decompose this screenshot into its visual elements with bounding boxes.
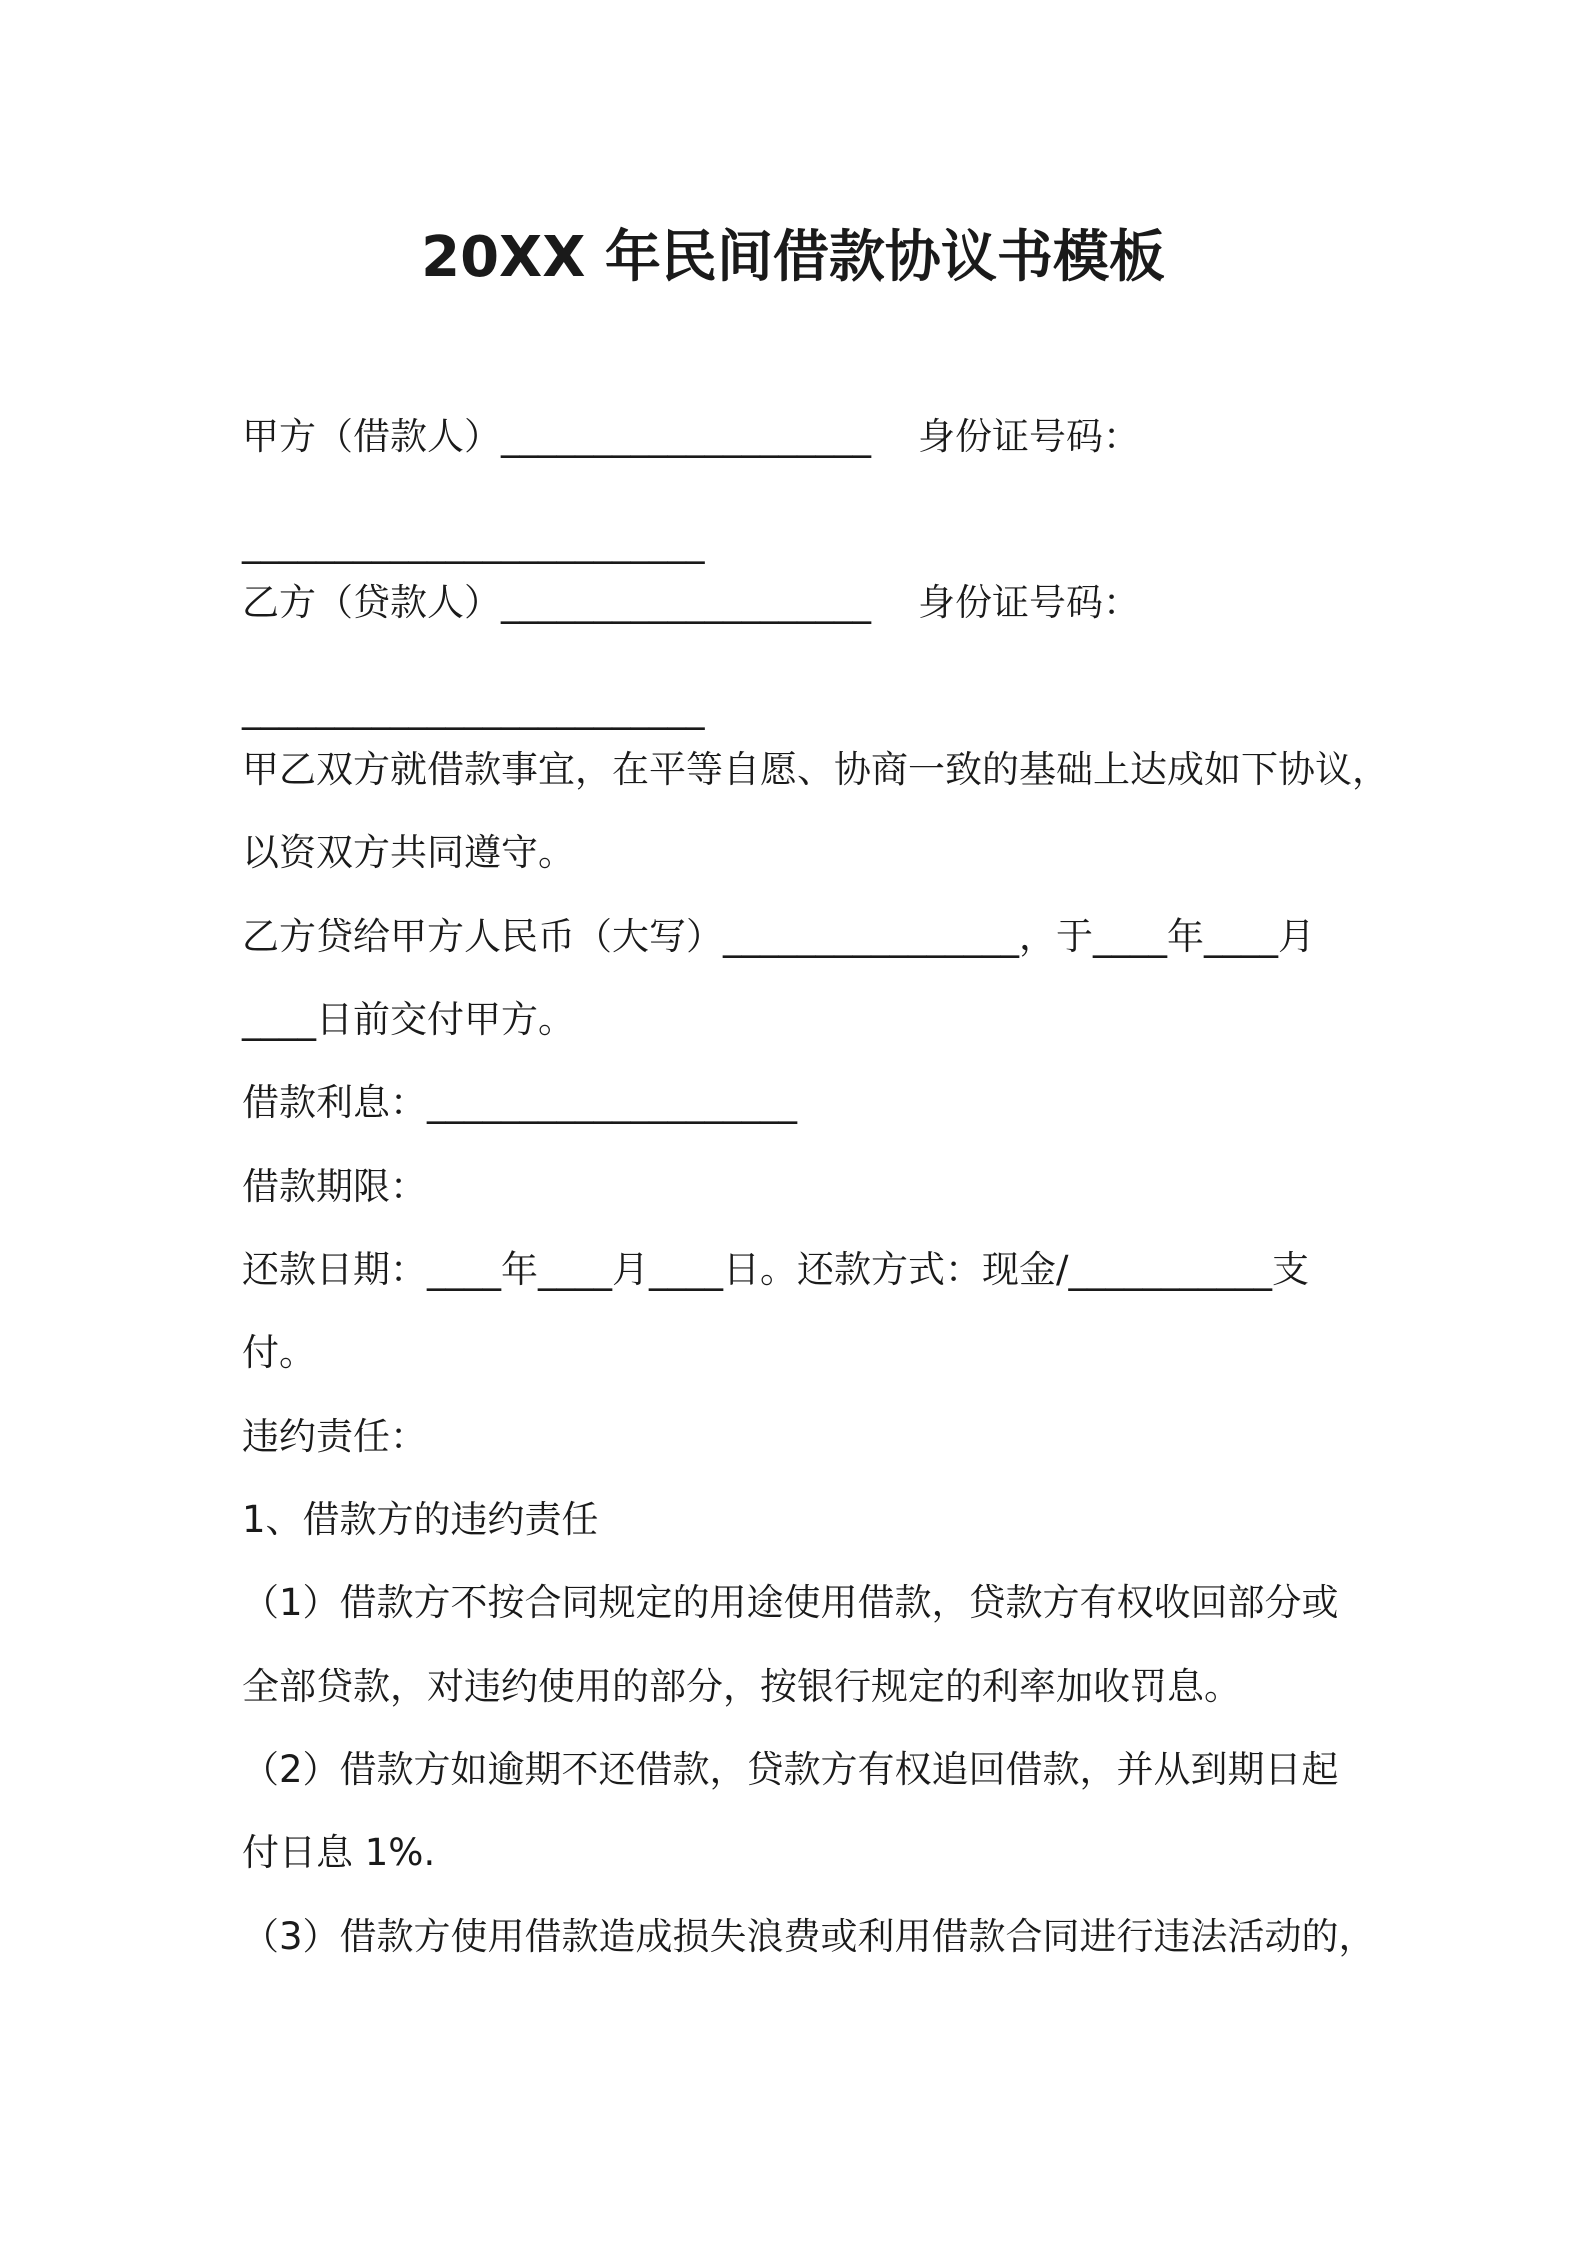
agreement-intro-line-2: 以资双方共同遵守。 <box>242 831 575 874</box>
clause-2-line-1: （2）借款方如逾期不还借款，贷款方有权追回借款，并从到期日起 <box>242 1748 1339 1791</box>
party-b-id-blank: _________________________ <box>242 687 705 730</box>
clause-1-line-1: （1）借款方不按合同规定的用途使用借款，贷款方有权收回部分或 <box>242 1581 1339 1624</box>
clause-1-line-2: 全部贷款，对违约使用的部分，按银行规定的利率加收罚息。 <box>242 1665 1241 1708</box>
clause-2-line-2: 付日息 1%. <box>242 1831 436 1874</box>
loan-interest: 借款利息：____________________ <box>242 1081 797 1124</box>
loan-term: 借款期限： <box>242 1165 427 1208</box>
document-title: 20XX 年民间借款协议书模板 <box>421 225 1165 290</box>
agreement-intro-line-1: 甲乙双方就借款事宜，在平等自愿、协商一致的基础上达成如下协议， <box>242 748 1389 791</box>
loan-amount-line-2: ____日前交付甲方。 <box>242 998 575 1041</box>
party-a-line: 甲方（借款人）____________________ 身份证号码： <box>242 415 1141 458</box>
repayment-line-2: 付。 <box>242 1331 316 1374</box>
clause-3-line-1: （3）借款方使用借款造成损失浪费或利用借款合同进行违法活动的， <box>242 1915 1376 1958</box>
repayment-line-1: 还款日期：____年____月____日。还款方式：现金/___________支 <box>242 1248 1309 1291</box>
loan-amount-line-1: 乙方贷给甲方人民币（大写）________________，于____年____月 <box>242 915 1315 958</box>
liability-heading: 违约责任： <box>242 1415 427 1458</box>
borrower-liability-heading: 1、借款方的违约责任 <box>242 1498 599 1541</box>
party-b-line: 乙方（贷款人）____________________ 身份证号码： <box>242 581 1141 624</box>
party-a-id-blank: _________________________ <box>242 521 705 564</box>
